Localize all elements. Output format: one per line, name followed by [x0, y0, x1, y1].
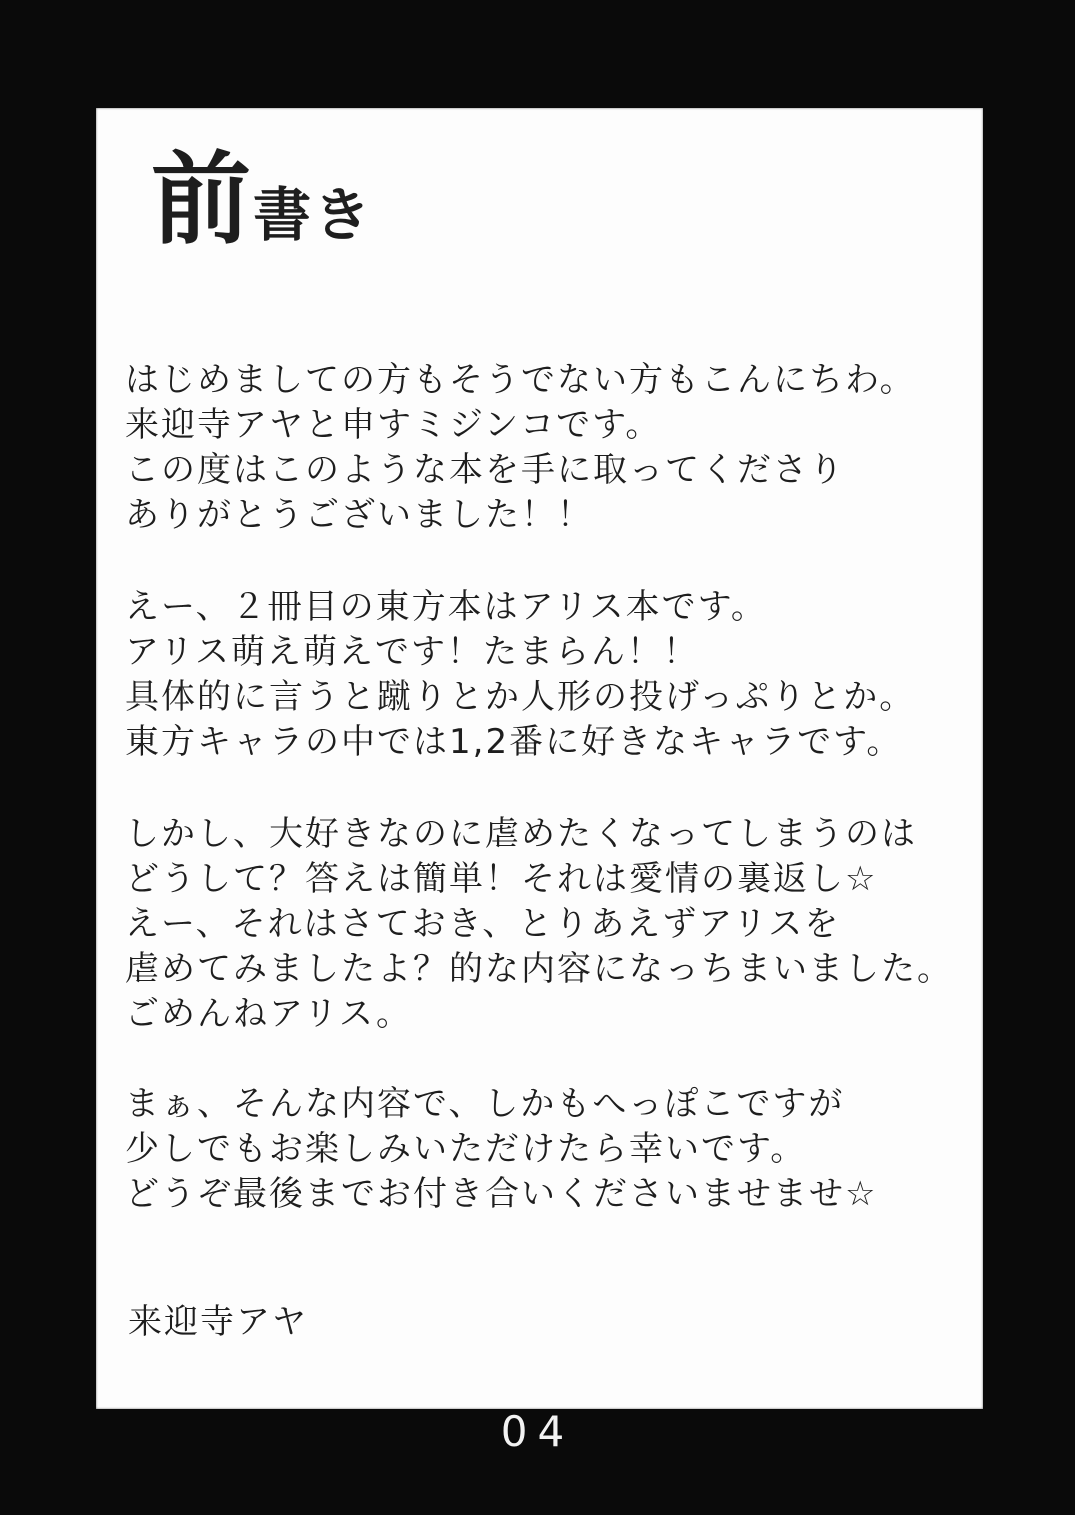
paragraph-closing	[125, 1082, 965, 1217]
page-title-large-char: 前	[151, 141, 253, 258]
page-title-small-chars: 書き	[253, 181, 374, 249]
paragraph-apology	[125, 812, 965, 1037]
paragraph-book-intro	[125, 585, 965, 765]
text-line: 具体的に言うと蹴りとか人形の投げっぷりとか。	[125, 677, 916, 717]
text-line: ごめんねアリス。	[125, 994, 412, 1034]
page-title	[151, 141, 374, 258]
text-line: 虐めてみましたよ？的な内容になっちまいました。	[125, 949, 953, 989]
text-line: ありがとうございました！！	[125, 495, 593, 535]
text-line: 少しでもお楽しみいただけたら幸いです。	[125, 1129, 807, 1169]
page-number: 04	[500, 1407, 575, 1456]
text-line: しかし、大好きなのに虐めたくなってしまうのは	[125, 814, 917, 854]
paragraph-greeting	[125, 358, 965, 538]
text-line: 東方キャラの中では1,2番に好きなキャラです。	[125, 722, 903, 762]
text-line: えー、それはさておき、とりあえずアリスを	[125, 904, 841, 944]
book-page	[96, 108, 983, 1409]
author-signature: 来迎寺アヤ	[128, 1302, 308, 1342]
text-line: えー、２冊目の東方本はアリス本です。	[125, 587, 767, 627]
text-line: まぁ、そんな内容で、しかもへっぽこですが	[125, 1084, 845, 1124]
text-line: どうして？答えは簡単！それは愛情の裏返し☆	[125, 859, 878, 899]
text-line: アリス萌え萌えです！たまらん！！	[125, 632, 699, 672]
text-line: どうぞ最後までお付き合いくださいませませ☆	[125, 1174, 878, 1214]
text-line: この度はこのような本を手に取ってくださり	[125, 450, 845, 490]
text-line: 来迎寺アヤと申すミジンコです。	[125, 405, 662, 445]
text-line: はじめましての方もそうでない方もこんにちわ。	[125, 360, 916, 400]
